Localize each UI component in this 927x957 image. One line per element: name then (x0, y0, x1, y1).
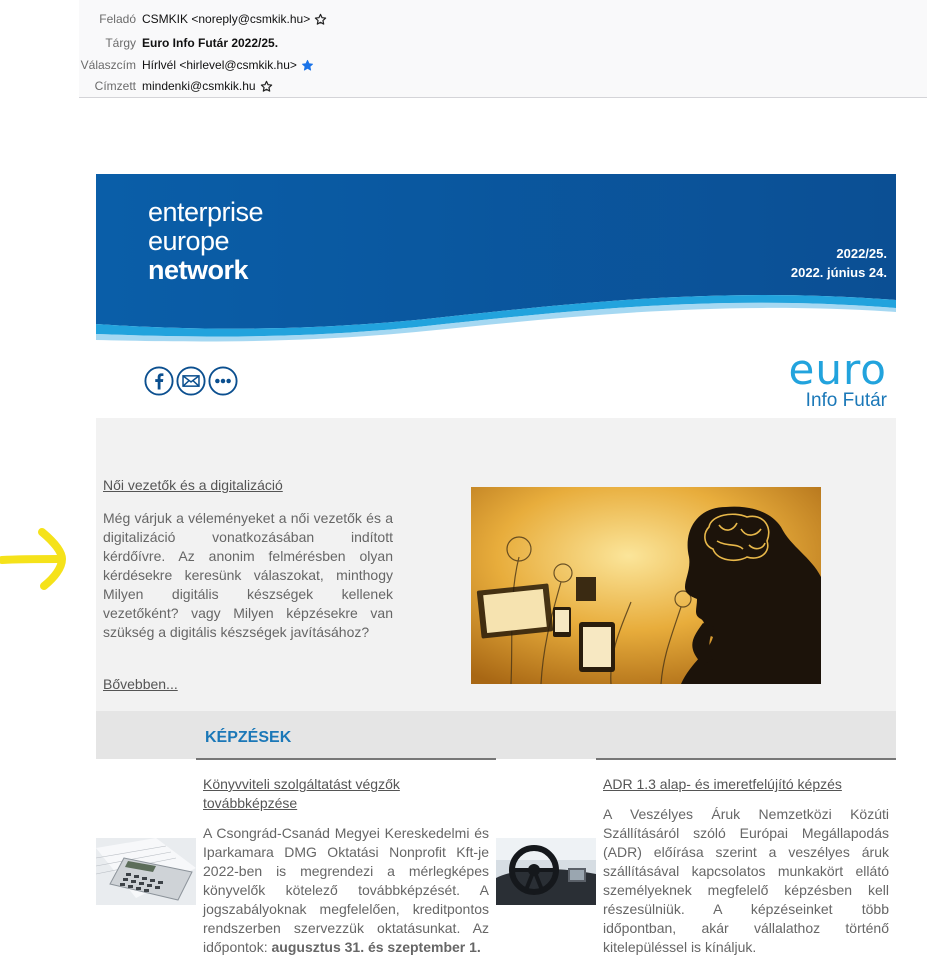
truck-cabin-image[interactable] (496, 838, 596, 905)
right-training-title-link[interactable]: ADR 1.3 alap- és imeretfelújító képzés (603, 776, 842, 792)
calculator-image[interactable] (96, 838, 196, 905)
left-training-text-main: A Csongrád-Csanád Megyei Kereskedelmi és Iparkamara DMG Oktatási Nonprofit Kft-je 2022-ben is megrendezi a mérlegképes könyvelők kötelező továbbképzését. A jogszabályoknak megfelelően, kreditpontos rendszerben szervezzük oktatásunkat. Az időpontok: (203, 825, 489, 955)
arrow-annotation-icon (0, 528, 70, 590)
left-training-dates: augusztus 31. és szeptember 1. (271, 939, 481, 955)
trainings-section-title: KÉPZÉSEK (205, 729, 292, 746)
article-text: Még várjuk a véleményeket a női vezetők és a digitalizáció vonatkozásában indított kérdőívre. Az anonim felmérésben olyan kérdésekre keresünk válaszokat, minthogy Milyen digitális készségek kellenek vezetőként? vagy Milyen képzésekre van szükség a digitális készségek javításához? (103, 510, 393, 640)
left-column-rule (196, 758, 496, 760)
social-icons (144, 366, 238, 396)
subject-value: Euro Info Futár 2022/25. (142, 36, 279, 50)
left-training-title-link[interactable]: Könyvviteli szolgáltatást végzők továbbképzése (203, 776, 400, 811)
email-header (79, 0, 927, 98)
een-logo-line1: enterprise (148, 197, 264, 227)
from-value[interactable]: CSMKIK <noreply@csmkik.hu> (142, 12, 311, 26)
right-column-rule (596, 758, 896, 760)
article-block (96, 418, 896, 711)
facebook-icon[interactable] (144, 366, 174, 396)
euro-info-futar-logo[interactable] (788, 345, 888, 412)
een-logo-line2: europe (148, 226, 230, 256)
star-outline-icon[interactable] (314, 13, 327, 26)
subject-label: Tárgy (105, 36, 136, 50)
star-filled-icon[interactable] (301, 59, 314, 72)
issue-date: 2022. június 24. (790, 265, 887, 280)
from-label: Feladó (99, 12, 136, 26)
replyto-label: Válaszcím (80, 58, 136, 72)
trainings-section-bar (96, 711, 896, 759)
from-row (79, 9, 327, 29)
to-label: Címzett (94, 79, 136, 93)
left-training-text (203, 824, 489, 957)
to-value[interactable]: mindenki@csmkik.hu (142, 79, 256, 93)
read-more-link[interactable]: Bővebben... (103, 676, 178, 692)
newsletter-banner (96, 174, 896, 344)
right-training-text: A Veszélyes Áruk Nemzetközi Közúti Szállításáról szóló Európai Megállapodás (ADR) előírása szerint a veszélyes áruk szállításával kapcsolatos munkakört ellátó személyeknek megfelelő képzésben kell részesülniük. A képzéseinket több időpontban, akár vállalathoz történő kitelepüléssel is kínáljuk. (603, 806, 889, 955)
euro-logo-small: Info Futár (805, 390, 887, 411)
star-outline-icon[interactable] (260, 80, 273, 93)
replyto-row (79, 55, 314, 75)
article-image[interactable] (471, 487, 821, 684)
issue-number: 2022/25. (836, 246, 887, 261)
to-row (79, 76, 273, 96)
een-logo[interactable] (148, 198, 263, 285)
een-logo-line3: network (148, 255, 249, 285)
replyto-value[interactable]: Hírlvél <hirlevel@csmkik.hu> (142, 58, 297, 72)
more-icon[interactable] (208, 366, 238, 396)
issue-info (791, 244, 887, 282)
mail-icon[interactable] (176, 366, 206, 396)
subject-row (79, 33, 278, 53)
euro-logo-big: euro (788, 345, 887, 394)
article-title-link[interactable]: Női vezetők és a digitalizáció (103, 477, 283, 493)
